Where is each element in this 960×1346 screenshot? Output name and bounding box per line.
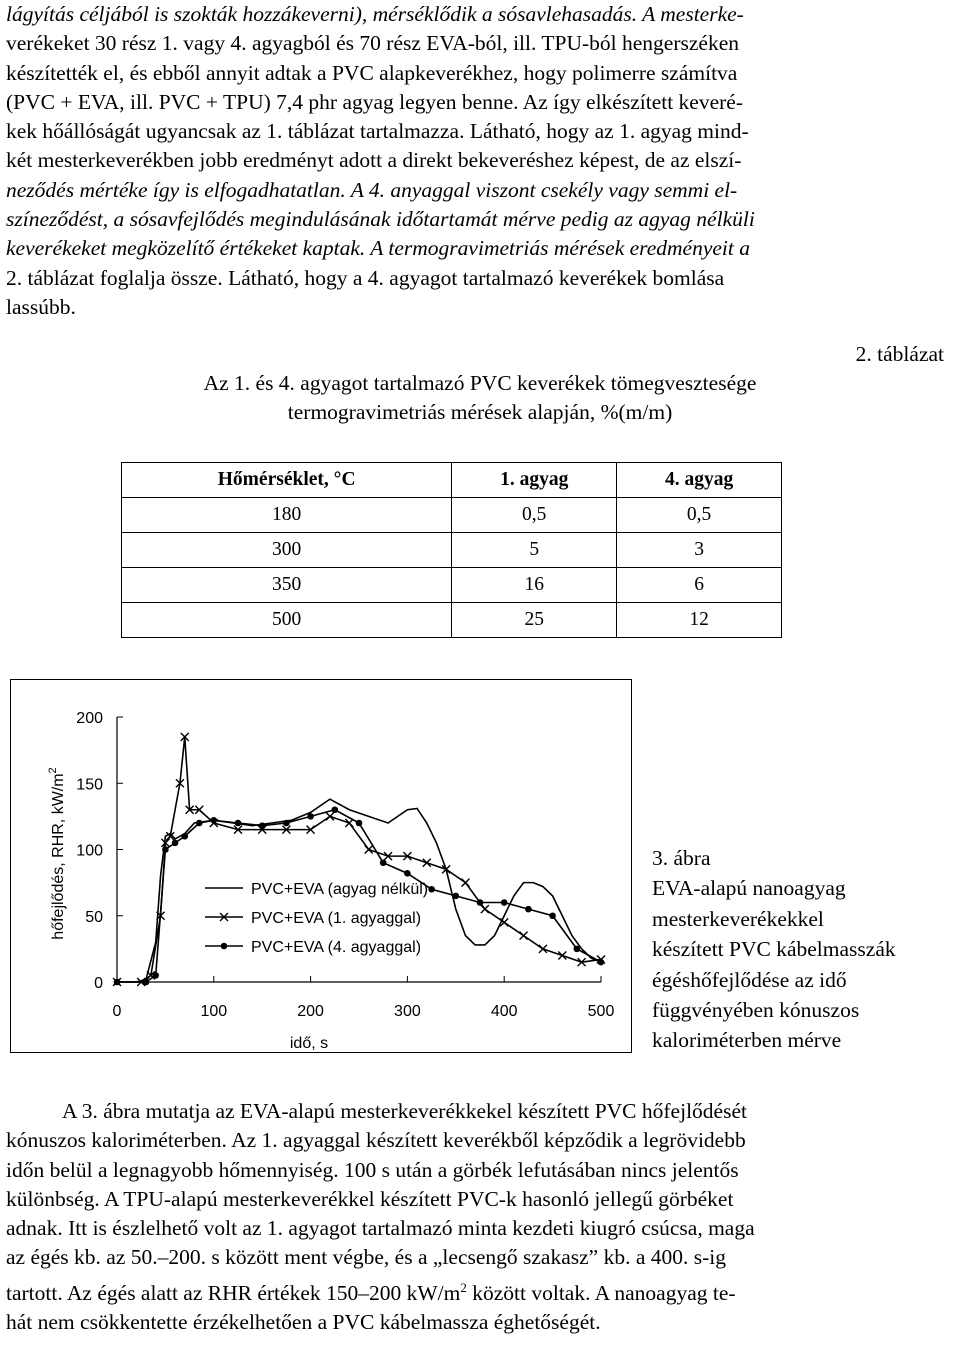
rhr-chart [11, 680, 631, 1052]
para2-line: A 3. ábra mutatja az EVA-alapú mesterkeverékkekel készített PVC hőfejlődését [62, 1099, 747, 1123]
x-tick-label: 500 [587, 1003, 615, 1020]
table-caption-line: Az 1. és 4. agyagot tartalmazó PVC keverékek tömegvesztesége [203, 371, 757, 395]
x-marker [539, 945, 547, 953]
discussion-paragraph [6, 1097, 946, 1338]
para1-line: keverékeket megközelítő értékeket kaptak. A termogravimetriás mérések eredményeit a [6, 236, 751, 261]
para1-line: 2. táblázat foglalja össze. Látható, hogy a 4. agyagot tartalmazó keverékek bomlása [6, 265, 725, 290]
y-axis-label-superscript: 2 [47, 767, 59, 774]
figure-caption-line: EVA-alapú nanoagyag [652, 876, 846, 901]
para1-line: neződés mértéke így is elfogadhatatlan. A 4. anyaggal viszont csekély vagy semmi el- [6, 177, 738, 202]
dot-marker [152, 972, 159, 979]
para1-line: (PVC + EVA, ill. PVC + TPU) 7,4 phr agyag legyen benne. Az így elkészített keveré- [6, 89, 744, 114]
legend-label: PVC+EVA (4. agyaggal) [251, 939, 422, 956]
rhr-chart-frame [10, 679, 632, 1053]
dot-marker [235, 820, 242, 827]
para2-line: az égés kb. az 50.–200. s között ment végbe, és a „lecsengő szakasz” kb. a 400. s-ig [6, 1245, 727, 1270]
dot-marker [196, 820, 203, 827]
figure-caption-line: készített PVC kábelmasszák [652, 937, 896, 962]
table-cell: 16 [452, 568, 617, 603]
table-row [122, 603, 782, 638]
figure-caption-line: kaloriméterben mérve [652, 1028, 842, 1053]
x-marker [423, 859, 431, 867]
chart-legend [205, 881, 428, 956]
figure-caption-line: mesterkeverékekkel [652, 906, 824, 931]
table-caption [0, 369, 960, 427]
x-tick-label: 0 [112, 1003, 122, 1020]
table-header-clay4: 4. agyag [617, 463, 782, 498]
dot-marker [143, 979, 150, 986]
para1-line: kek hőállóságát ugyancsak az 1. táblázat tartalmazza. Látható, hogy az 1. agyag mind- [6, 119, 749, 144]
table-row [122, 498, 782, 533]
table-row [122, 568, 782, 603]
table-cell: 0,5 [452, 498, 617, 533]
x-tick-label: 200 [297, 1003, 324, 1020]
y-axis-label: hőfejlődés, RHR, $kW/m^2$ [47, 767, 67, 940]
x-tick-label: 300 [394, 1003, 421, 1020]
x-marker [326, 812, 334, 820]
figure-caption-line: 3. ábra [652, 846, 711, 870]
table-cell: 25 [452, 603, 617, 638]
intro-paragraph [6, 0, 946, 322]
x-tick-label: 400 [490, 1003, 518, 1020]
x-marker [481, 905, 489, 913]
table-header-clay1: 1. agyag [452, 463, 617, 498]
para2-line: adnak. Itt is észlelhető volt az 1. agyagot tartalmazó minta kezdeti kiugró csúcsa, maga [6, 1216, 755, 1241]
table-cell: 0,5 [617, 498, 782, 533]
legend-label: PVC+EVA (agyag nélkül) [251, 881, 429, 898]
table-header-temperature: Hőmérséklet, °C [122, 463, 452, 498]
figure-caption-line: függvényében kónuszos [652, 998, 860, 1023]
x-tick-label: 100 [200, 1003, 228, 1020]
para1-line: lassúbb. [6, 294, 76, 319]
table-cell: 5 [452, 533, 617, 568]
figure-caption-line: égéshőfejlődése az idő [652, 967, 847, 992]
para2-line: kónuszos kaloriméterben. Az 1. agyaggal készített keverékből képződik a legrövidebb [6, 1128, 746, 1153]
table-number-label: 2. táblázat [855, 342, 944, 366]
x-marker [558, 952, 566, 960]
superscript-2: 2 [460, 1279, 467, 1295]
table-cell: 6 [617, 568, 782, 603]
y-tick-label: 200 [76, 710, 103, 727]
dot-marker [211, 817, 218, 824]
x-marker [365, 846, 373, 854]
table-cell: 300 [122, 533, 452, 568]
tga-data-table [121, 462, 782, 638]
y-tick-label: 0 [94, 975, 103, 992]
dot-marker [501, 899, 508, 906]
para2-line [6, 1273, 946, 1308]
para2-text: között voltak. A nanoagyag te- [466, 1280, 736, 1305]
para1-line: verékeket 30 rész 1. vagy 4. agyagból és 70 rész EVA-ból, ill. TPU-ból hengerszéken [6, 31, 739, 56]
para2-line: hát nem csökkentette érzékelhetően a PVC kábelmassza éghetőségét. [6, 1310, 601, 1335]
para1-line: lágyítás céljából is szokták hozzákeverni), mérséklődik a sósavlehasadás. A mesterke- [6, 2, 744, 26]
x-axis-label: idő, s [289, 1035, 329, 1052]
dot-marker [356, 820, 363, 827]
dot-marker [549, 912, 556, 919]
dot-marker [380, 859, 387, 866]
table-cell: 12 [617, 603, 782, 638]
x-marker [345, 819, 353, 827]
dot-marker [114, 979, 121, 986]
para1-line: készítették el, és ebből annyit adtak a PVC alapkeverékhez, hogy polimerre számítva [6, 60, 738, 85]
dot-marker [221, 943, 228, 950]
para1-line: két mesterkeverékben jobb eredményt adott a direkt bekeveréshez képest, de az elszí- [6, 148, 742, 173]
dot-marker [477, 899, 484, 906]
dot-marker [598, 959, 605, 966]
dot-marker [574, 946, 581, 953]
table-cell: 500 [122, 603, 452, 638]
dot-marker [172, 840, 179, 847]
table-caption-line: termogravimetriás mérések alapján, %(m/m) [287, 400, 673, 424]
dot-marker [453, 893, 460, 900]
dot-marker [428, 886, 435, 893]
para2-text: tartott. Az égés alatt az RHR értékek 150–200 kW/m [6, 1280, 461, 1305]
para2-line: időn belül a legnagyobb hőmennyiség. 100 s után a görbék lefutásában nincs jelentős [6, 1157, 739, 1182]
table-cell: 3 [617, 533, 782, 568]
para2-line: különbség. A TPU-alapú mesterkeverékkel készített PVC-k hasonló jellegű görbéket [6, 1186, 734, 1211]
x-marker [520, 932, 528, 940]
dot-marker [332, 806, 339, 813]
dot-marker [525, 906, 532, 913]
y-tick-label: 50 [85, 908, 103, 926]
legend-label: PVC+EVA (1. agyaggal) [251, 910, 422, 927]
dot-marker [181, 833, 188, 840]
dot-marker [404, 870, 411, 877]
x-marker [461, 879, 469, 887]
y-tick-label: 100 [76, 842, 103, 860]
table-header-row [122, 463, 782, 498]
table-cell: 350 [122, 568, 452, 603]
dot-marker [283, 820, 290, 827]
dot-marker [259, 822, 266, 829]
table-row [122, 533, 782, 568]
table-cell: 180 [122, 498, 452, 533]
y-tick-label: 150 [76, 776, 103, 794]
para1-line: színeződést, a sósavfejlődés megindulásának időtartamát mérve pedig az agyag nélküli [6, 207, 755, 232]
dot-marker [307, 813, 314, 820]
figure-caption [652, 843, 960, 1056]
dot-marker [162, 846, 169, 853]
